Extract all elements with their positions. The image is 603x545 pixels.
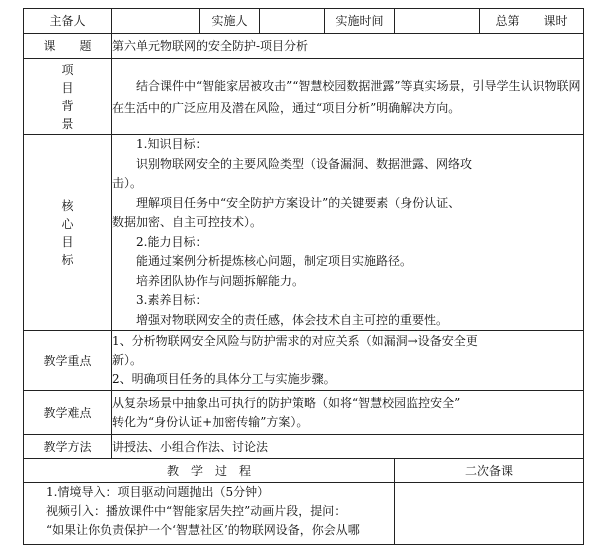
topic-value: 第六单元物联网的安全防护-项目分析 [112,34,584,59]
process-label: 教 学 过 程 [24,459,395,483]
method-row [24,435,584,459]
time-value [395,9,480,34]
knowledge-title: 1.知识目标： [136,137,208,151]
step1-title: 1.情境导入：项目驱动问题抛出（5分钟） [46,485,270,499]
objectives-row [24,135,584,331]
ability-title: 2.能力目标： [136,234,208,249]
second-prep-label: 二次备课 [395,459,584,483]
header-row [24,9,584,34]
difficulty-label: 教学难点 [24,391,112,435]
key-points-text: 1、分析物联网安全风险与防护需求的对应关系（如漏洞→设备安全更 新）。 2、明确项目任务的具体分工与实施步骤。 [112,331,584,391]
process-content: 1.情境导入：项目驱动问题抛出（5分钟） 视频引入：播放课件中“智能家居失控”动画片段，提问： “如果让你负责保护一个‘智慧社区’的物联网设备，你会从哪 [24,483,395,545]
method-value: 讲授法、小组合作法、讨论法 [112,435,584,459]
literacy-title: 3.素养目标： [136,293,208,307]
topic-row [24,34,584,59]
key-points-row [24,331,584,391]
objectives-label: 核 心 目 标 [24,135,112,331]
key-points-label: 教学重点 [24,331,112,391]
preparer-label: 主备人 [24,9,112,34]
background-text: 结合课件中“智能家居被攻击”“智慧校园数据泄露”等真实场景，引导学生认识物联网在生活中的广泛应用及潜在风险，通过“项目分析”明确解决方向。 [112,59,584,135]
method-label: 教学方法 [24,435,112,459]
difficulty-row [24,391,584,435]
background-row [24,59,584,135]
time-label: 实施时间 [325,9,395,34]
background-label: 项 目 背 景 [24,59,112,135]
difficulty-text: 从复杂场景中抽象出可执行的防护策略（如将“智慧校园监控安全” 转化为“身份认证+加密传输”方案）。 [112,391,584,435]
objectives-text: 1.知识目标： 识别物联网安全的主要风险类型（设备漏洞、数据泄露、网络攻 击）。 理解项目任务中“安全防护方案设计”的关键要素（身份认证、 数据加密、自主可控技术）。 2.能力目标： 能通过案例分析提炼核心问题，制定项目实施路径。 培养团队协作与问题拆解能力。 3.素养目标： 增强对物联网安全的责任感，体会技术自主可控的重要性。 [112,135,584,331]
second-prep-content [395,483,584,545]
preparer-value [112,9,200,34]
topic-label: 课 题 [24,34,112,59]
lesson-plan-table [23,8,584,545]
implementer-label: 实施人 [200,9,260,34]
period-label: 总第 课时 [480,9,584,34]
process-content-row [24,483,584,545]
implementer-value [260,9,325,34]
process-header-row [24,459,584,483]
